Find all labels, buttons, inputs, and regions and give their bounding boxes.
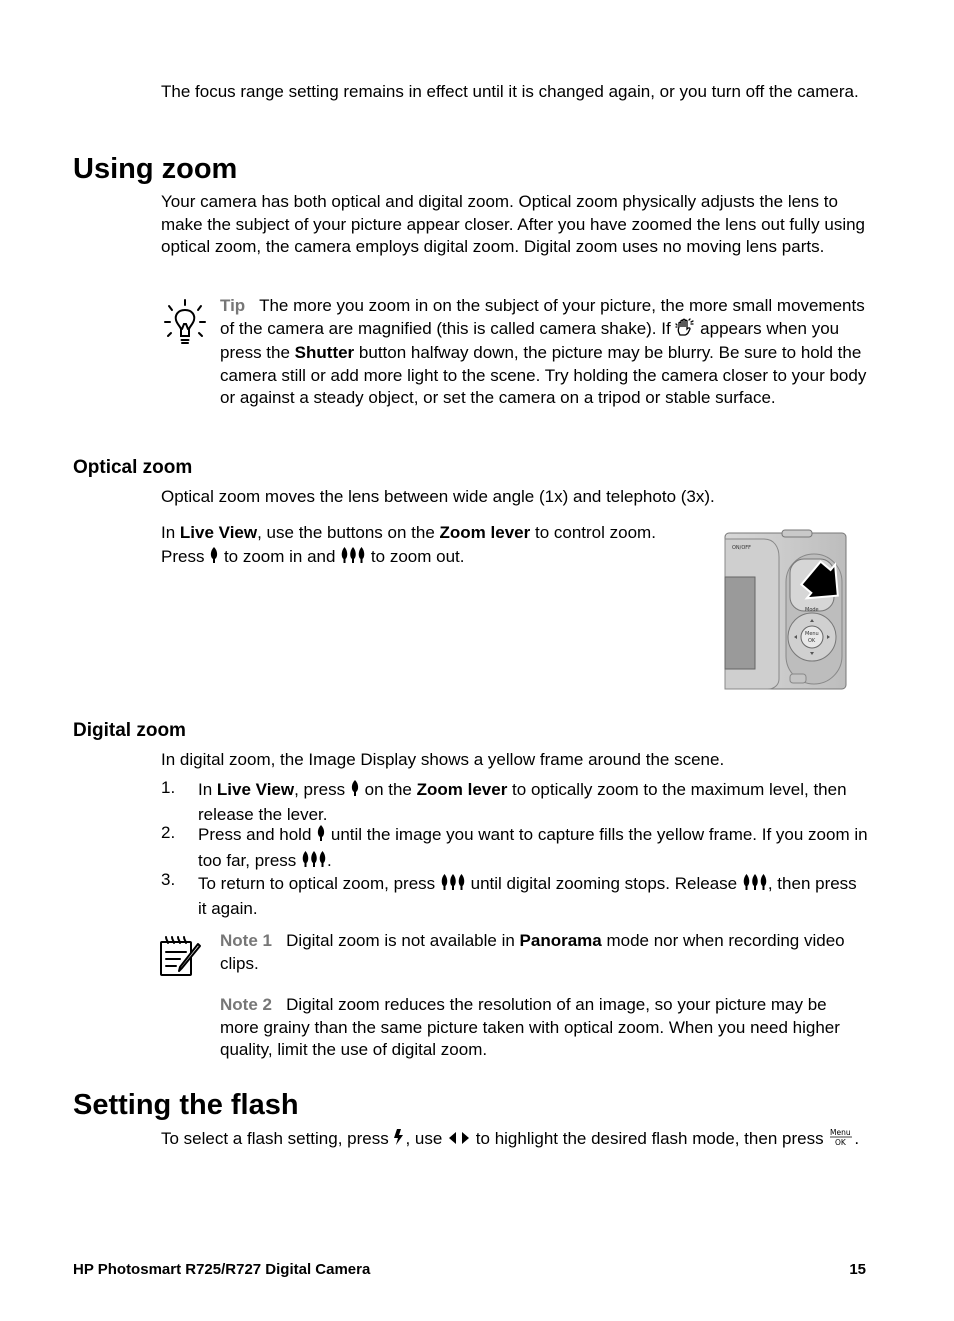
tip-text-1: The more you zoom in on the subject of your picture, the more small movements of the camera are magnified (this is called camera shake). If: [220, 296, 865, 338]
tip-text-3: button halfway down, the picture may be blurry. Be sure to hold the camera still or add more light to the scene. Try holding the camera closer to your body or against a steady object, or set the camera on a tripod or stable surface.: [220, 343, 867, 407]
camera-back-illustration: [724, 529, 848, 692]
text: to zoom out.: [370, 547, 465, 566]
using-zoom-body: [161, 191, 873, 259]
optical-zoom-body: Optical zoom moves the lens between wide angle (1x) and telephoto (3x).: [161, 487, 715, 506]
text: Press and hold: [198, 825, 312, 844]
text: , use: [405, 1129, 443, 1148]
step-text: [198, 872, 868, 920]
lightbulb-icon: [163, 298, 207, 346]
text: In: [198, 780, 213, 799]
text: In: [161, 523, 176, 542]
text: To return to optical zoom, press: [198, 874, 436, 893]
intro-text: The focus range setting remains in effect until it is changed again, or you turn off the camera.: [161, 82, 859, 101]
note-1: [220, 930, 870, 975]
note-1-label: Note 1: [220, 931, 272, 950]
three-trees-icon: [742, 873, 768, 897]
notepad-icon: [158, 934, 204, 978]
zoom-lever-label: Zoom lever: [416, 780, 508, 799]
single-tree-icon: [316, 824, 326, 849]
text: , press: [294, 780, 346, 799]
tip-label: Tip: [220, 296, 246, 315]
ok-label: OK: [808, 638, 816, 644]
text: until digital zooming stops. Release: [470, 874, 738, 893]
single-tree-icon: [209, 546, 219, 571]
menu-icon-bottom: OK: [835, 1138, 847, 1147]
note-2: [220, 994, 870, 1062]
using-zoom-text: Your camera has both optical and digital zoom. Optical zoom physically adjusts the lens to make the subject of your picture appear closer. After you have zoomed the lens out fully using optical zoom, the camera employs digital zoom. Digital zoom uses no moving lens parts.: [161, 192, 866, 256]
intro-paragraph: [161, 81, 861, 104]
text: , then press it again.: [198, 874, 857, 918]
setting-flash-body: [161, 1127, 861, 1154]
text: Press: [161, 547, 205, 566]
page-number: 15: [849, 1261, 866, 1278]
text: .: [327, 851, 332, 870]
optical-zoom-instructions: [161, 521, 706, 571]
panorama-label: Panorama: [519, 931, 602, 950]
left-right-arrows-icon: [447, 1129, 471, 1153]
menu-label: Menu: [805, 631, 819, 637]
three-trees-icon: [340, 546, 366, 571]
step-number: 3.: [161, 870, 176, 889]
step-number: 1.: [161, 778, 176, 797]
text: to zoom in and: [223, 547, 336, 566]
step-text: [198, 823, 868, 875]
step-number: 2.: [161, 823, 176, 842]
three-trees-icon: [440, 873, 466, 897]
tip-block: [220, 295, 870, 410]
live-view-label: Live View: [216, 780, 295, 799]
text: , use the buttons on the: [257, 523, 435, 542]
text: to optically zoom to the maximum level, then release the lever.: [198, 780, 847, 824]
menu-ok-icon: [828, 1127, 854, 1154]
footer-title: HP Photosmart R725/R727 Digital Camera: [73, 1261, 371, 1278]
text: Digital zoom is not available in: [286, 931, 515, 950]
digital-zoom-body: In digital zoom, the Image Display shows a yellow frame around the scene.: [161, 750, 725, 769]
text: to control zoom.: [534, 523, 656, 542]
single-tree-icon: [350, 779, 360, 803]
onoff-label: ON/OFF: [732, 545, 752, 551]
camera-shake-icon: [675, 318, 695, 343]
text: to highlight the desired flash mode, then press: [475, 1129, 824, 1148]
live-view-label: Live View: [179, 523, 258, 542]
optical-zoom-heading: Optical zoom: [73, 457, 193, 478]
shutter-label: Shutter: [294, 343, 355, 362]
text: until the image you want to capture fills the yellow frame. If you zoom in too far, press: [198, 825, 868, 870]
tip-text-2: appears when you press the: [220, 318, 840, 362]
text: Digital zoom reduces the resolution of an image, so your picture may be more grainy than the same picture taken with optical zoom. When you need higher quality, limit the use of digital zoom.: [220, 995, 840, 1059]
text: mode nor when recording video clips.: [220, 931, 845, 973]
text: .: [854, 1129, 860, 1148]
lightning-icon: [393, 1128, 405, 1153]
text: To select a flash setting, press: [161, 1129, 389, 1148]
step-text: [198, 778, 868, 826]
menu-icon-top: Menu: [830, 1128, 851, 1137]
setting-flash-heading: Setting the flash: [73, 1089, 299, 1121]
zoom-lever-label: Zoom lever: [439, 523, 531, 542]
digital-zoom-heading: Digital zoom: [73, 720, 186, 741]
mode-label: Mode: [805, 607, 819, 613]
text: on the: [364, 780, 412, 799]
note-2-label: Note 2: [220, 995, 272, 1014]
using-zoom-heading: Using zoom: [73, 153, 238, 185]
